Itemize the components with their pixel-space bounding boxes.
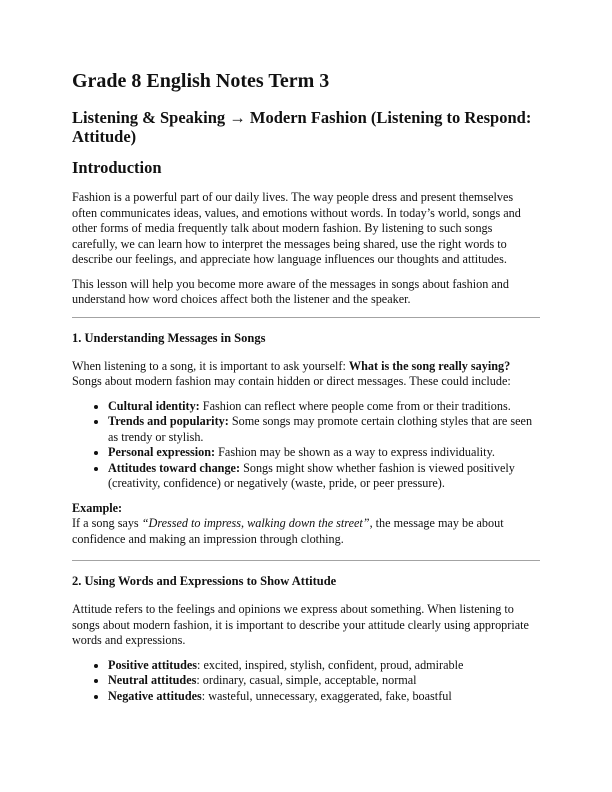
list-item-term: Negative attitudes (108, 688, 202, 703)
example-text (72, 516, 540, 547)
message-types-list (72, 399, 540, 492)
intro-paragraph-2: This lesson will help you become more aware of the messages in songs about fashion and understand how word choices affect both the listener and the speaker. (72, 276, 509, 306)
example-post-text: , the message may be about confidence and making an impression through clothing. (72, 516, 504, 546)
doc-subtitle: Listening & Speaking → Modern Fashion (Listening to Respond: Attitude) (72, 108, 532, 146)
list-item-term: Attitudes toward change: (108, 460, 241, 475)
section-2-lead: Attitude refers to the feelings and opinions we express about something. When listening to songs about modern fashion, it is important to describe your attitude clearly using appropriate words and expressions. (72, 602, 529, 647)
section-divider-1 (72, 317, 540, 318)
example-label: Example: (72, 500, 123, 515)
section-1-lead-text: When listening to a song, it is important to ask yourself: (72, 358, 349, 373)
list-item-words: : wasteful, unnecessary, exaggerated, fake, boastful (201, 688, 452, 703)
example-pre-text: If a song says (72, 516, 142, 530)
list-item-negative-attitudes (108, 689, 540, 705)
example-song-quote: “Dressed to impress, walking down the street” (141, 516, 370, 530)
list-item-neutral-attitudes (108, 673, 540, 689)
list-item-attitudes-change (108, 461, 540, 492)
list-item-description: Fashion can reflect where people come from or their traditions. (199, 398, 511, 413)
intro-paragraph-1: Fashion is a powerful part of our daily lives. The way people dress and present themselves often communicates ideas, values, and emotions without words. In today’s world, songs and other forms of media frequently talk about modern fashion. By listening to such songs carefully, we can learn how to interpret the messages being shared, use the right words to describe our feelings, and appreciate how language influences our thoughts and attitudes. (72, 190, 521, 266)
list-item-words: : excited, inspired, stylish, confident, proud, admirable (197, 657, 464, 672)
list-item-trends-popularity (108, 414, 540, 445)
list-item-term: Neutral attitudes (108, 673, 197, 687)
section-1-heading: 1. Understanding Messages in Songs (72, 330, 266, 345)
list-item-description: Fashion may be shown as a way to express individuality. (215, 445, 495, 459)
list-item-positive-attitudes (108, 658, 540, 674)
list-item-personal-expression (108, 445, 540, 461)
doc-title: Grade 8 English Notes Term 3 (72, 70, 330, 92)
attitude-words-list (72, 658, 540, 705)
list-item-cultural-identity (108, 399, 540, 415)
list-item-term: Personal expression: (108, 445, 216, 459)
list-item-term: Cultural identity: (108, 398, 200, 413)
intro-heading: Introduction (72, 158, 162, 177)
section-1-lead (72, 359, 540, 390)
list-item-term: Trends and popularity: (108, 414, 229, 428)
example-block (72, 501, 540, 548)
section-1-lead-rest: Songs about modern fashion may contain hidden or direct messages. These could include: (72, 374, 511, 388)
example-label-line (72, 501, 540, 517)
section-2-heading: 2. Using Words and Expressions to Show Attitude (72, 574, 337, 588)
section-divider-2 (72, 560, 540, 561)
list-item-words: : ordinary, casual, simple, acceptable, normal (196, 673, 417, 687)
list-item-term: Positive attitudes (108, 657, 198, 672)
section-1-lead-question: What is the song really saying? (348, 358, 511, 373)
list-item-description: Songs might show whether fashion is viewed positively (creativity, confidence) or negatively (waste, pride, or peer pressure). (108, 460, 515, 490)
list-item-description: Some songs may promote certain clothing styles that are seen as trendy or stylish. (108, 414, 533, 444)
